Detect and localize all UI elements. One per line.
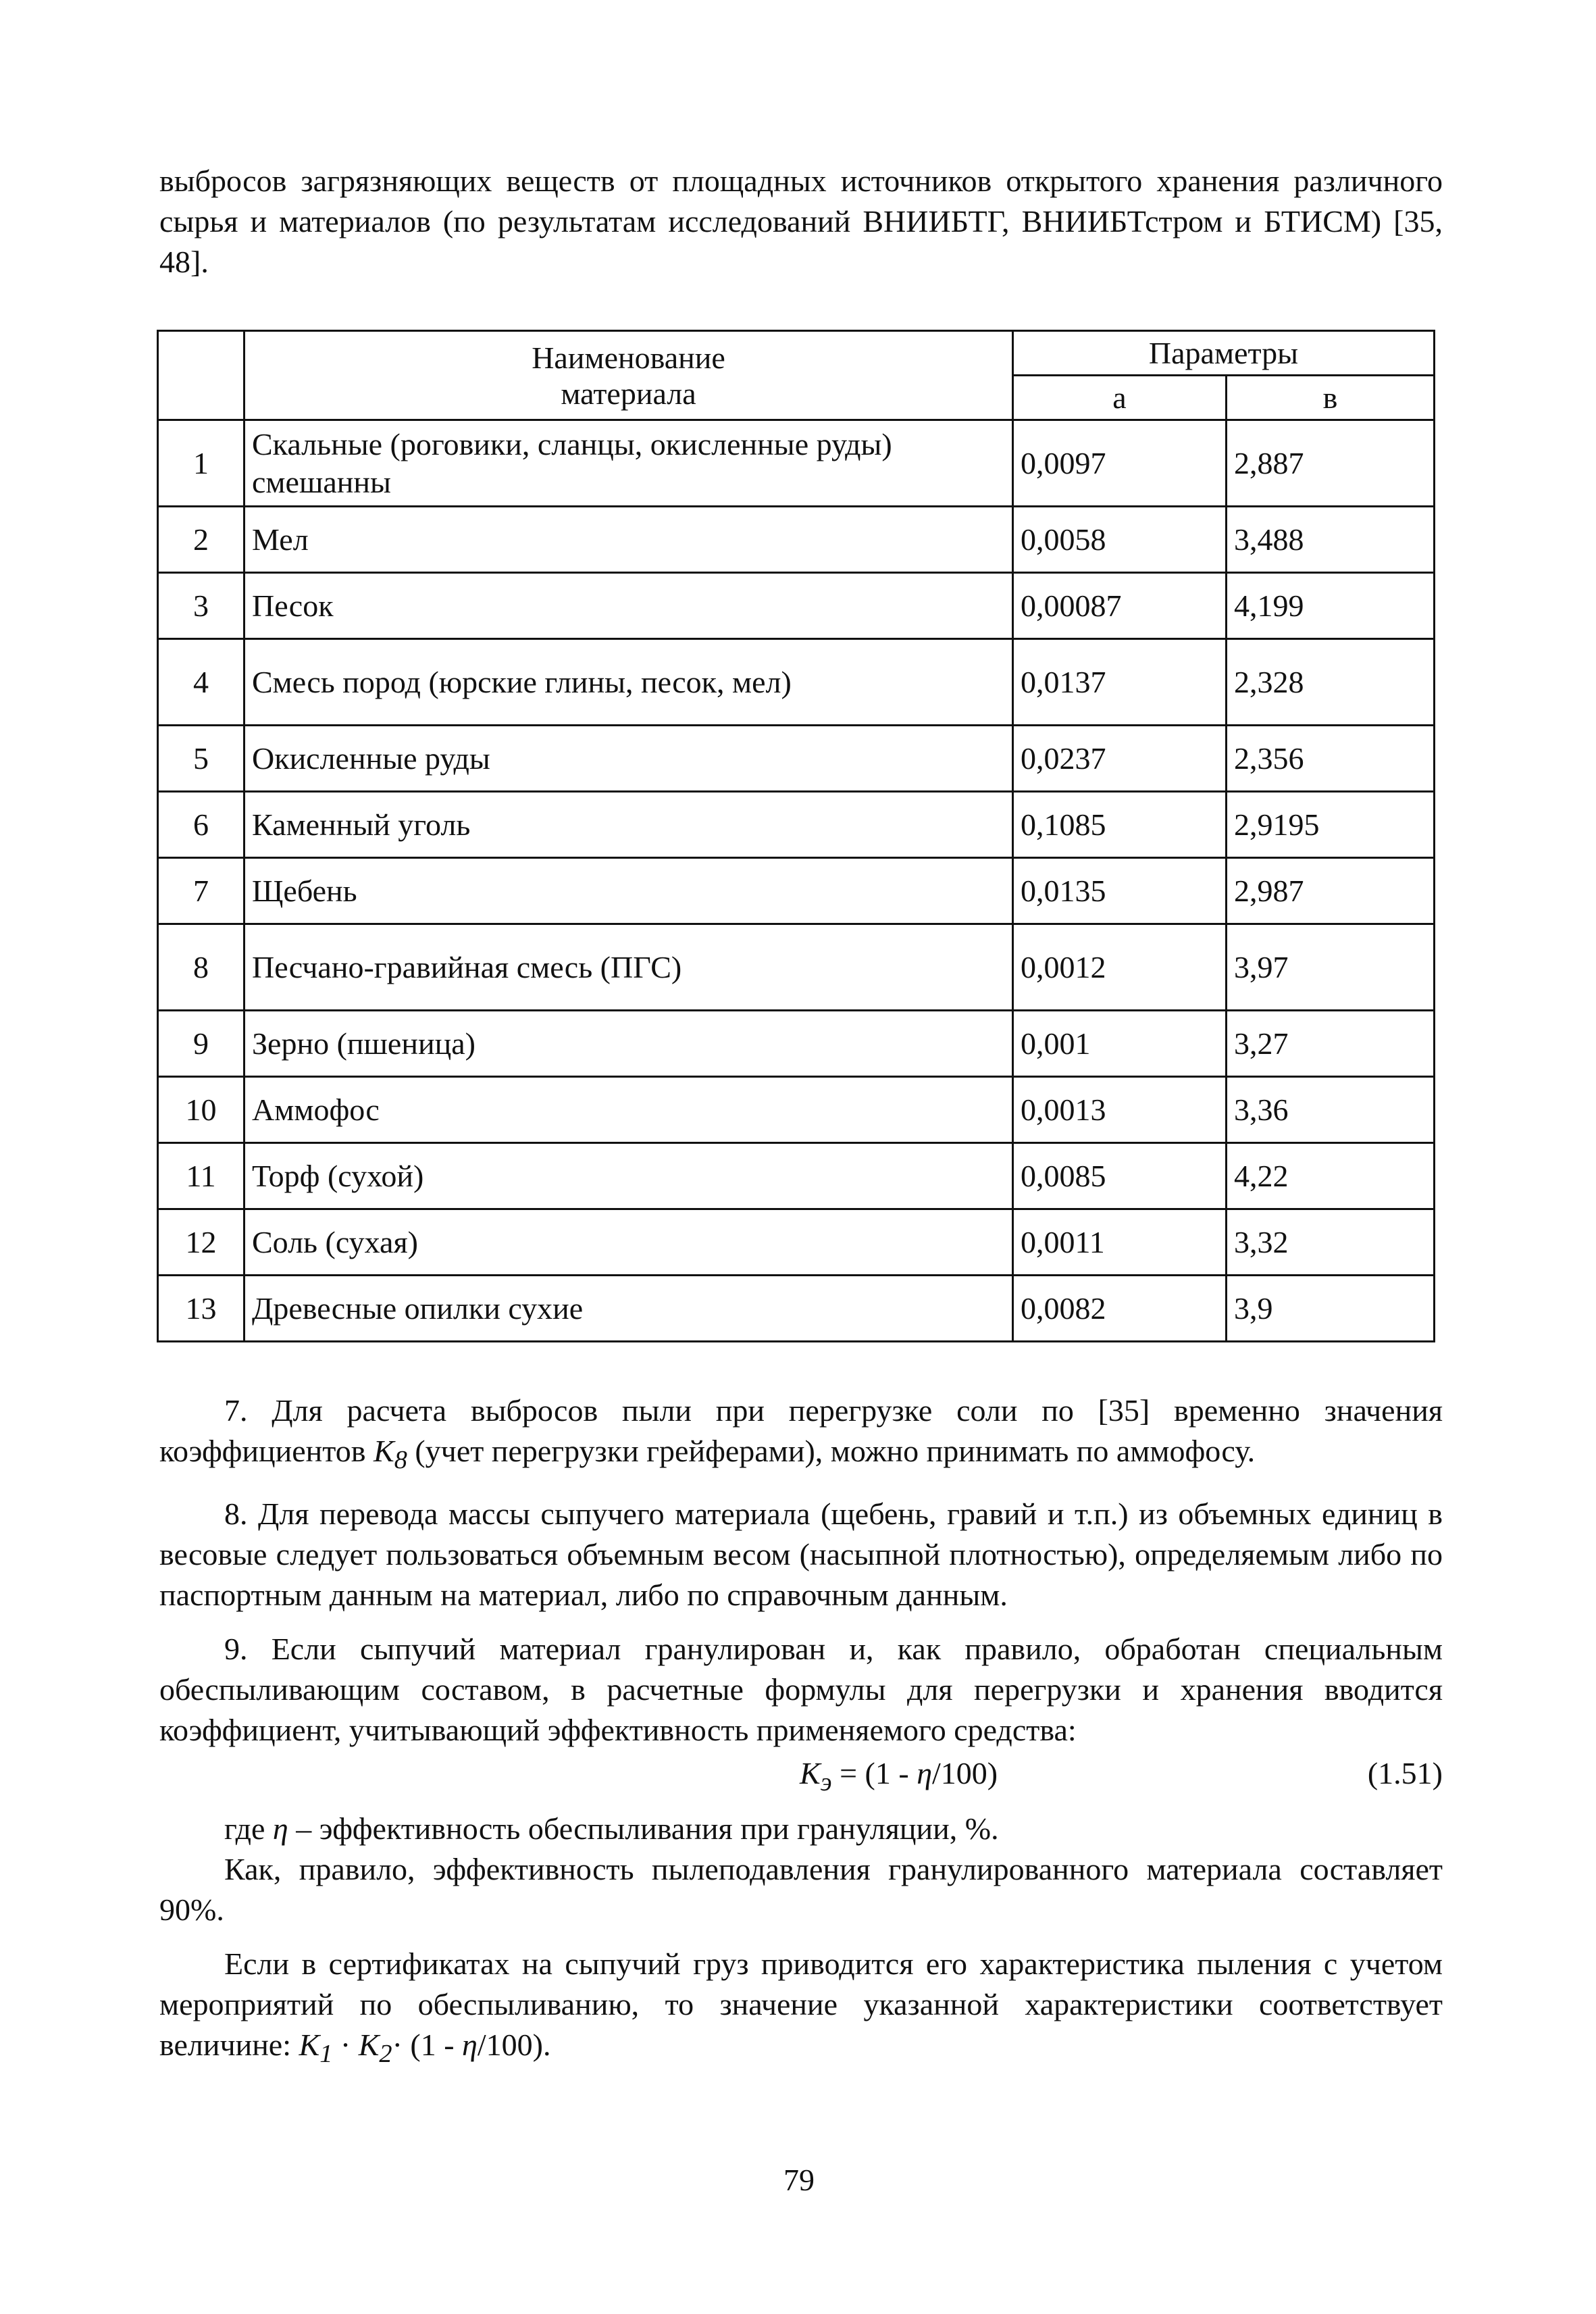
k8-subscript: 8 xyxy=(394,1446,407,1475)
row-param-a: 0,0013 xyxy=(1013,1077,1227,1143)
where-text-start: где xyxy=(224,1811,273,1846)
row-material: Древесные опилки сухие xyxy=(244,1276,1013,1342)
paragraph-7 xyxy=(159,1390,1443,1480)
row-param-a: 0,001 xyxy=(1013,1011,1227,1077)
eta-symbol: η xyxy=(462,2028,478,2063)
header-index-cell xyxy=(158,331,244,420)
row-param-b: 2,328 xyxy=(1227,639,1435,726)
formula-expression xyxy=(800,1753,998,1803)
ke-subscript: э xyxy=(820,1768,832,1797)
header-name-line2: материала xyxy=(561,376,696,411)
certificate-text: Если в сертификатах на сыпучий груз приводится его характеристика пыления с учетом мероприятий по обеспыливанию, то значение указанной характеристики соответствует величине: xyxy=(159,1946,1443,2063)
k2-subscript: 2 xyxy=(379,2040,392,2069)
page-number: 79 xyxy=(783,2163,815,2197)
row-param-a: 0,00087 xyxy=(1013,573,1227,639)
formula-1-51 xyxy=(159,1753,1443,1798)
row-index: 8 xyxy=(158,924,244,1011)
table-row xyxy=(158,858,1435,924)
multiply-dot: · xyxy=(332,2028,359,2063)
row-param-b: 4,22 xyxy=(1227,1143,1435,1209)
row-index: 6 xyxy=(158,792,244,858)
where-clause xyxy=(159,1809,1443,1849)
row-param-b: 2,9195 xyxy=(1227,792,1435,858)
row-index: 9 xyxy=(158,1011,244,1077)
header-params: Параметры xyxy=(1013,331,1435,376)
k1-subscript: 1 xyxy=(319,2040,333,2069)
table-row xyxy=(158,1011,1435,1077)
row-index: 10 xyxy=(158,1077,244,1143)
row-param-b: 3,36 xyxy=(1227,1077,1435,1143)
table-row xyxy=(158,924,1435,1011)
row-index: 5 xyxy=(158,726,244,792)
where-text-end: – эффективность обеспыливания при грануляции, %. xyxy=(288,1811,999,1846)
k2-symbol: K xyxy=(358,2028,380,2063)
row-param-b: 3,27 xyxy=(1227,1011,1435,1077)
materials-table xyxy=(157,330,1435,1342)
row-param-b: 2,887 xyxy=(1227,420,1435,507)
row-index: 7 xyxy=(158,858,244,924)
row-param-a: 0,0237 xyxy=(1013,726,1227,792)
paragraph-7-text-start: 7. Для расчета выбросов пыли при перегрузке соли по [35] временно значения коэффициентов xyxy=(159,1393,1443,1468)
row-param-a: 0,0137 xyxy=(1013,639,1227,726)
table-row xyxy=(158,507,1435,573)
intro-paragraph: выбросов загрязняющих веществ от площадных источников открытого хранения различного сырья и материалов (по результатам исследований ВНИИБТГ, ВНИИБТстром и БТИСМ) [35, 48]. xyxy=(159,164,1443,279)
row-param-a: 0,0097 xyxy=(1013,420,1227,507)
row-index: 1 xyxy=(158,420,244,507)
row-param-a: 0,0011 xyxy=(1013,1209,1227,1276)
row-material: Мел xyxy=(244,507,1013,573)
row-param-a: 0,1085 xyxy=(1013,792,1227,858)
row-param-b: 2,356 xyxy=(1227,726,1435,792)
formula-rhs-start: = (1 - xyxy=(831,1756,917,1791)
table-row xyxy=(158,420,1435,507)
row-material: Зерно (пшеница) xyxy=(244,1011,1013,1077)
table-row xyxy=(158,573,1435,639)
table-row xyxy=(158,726,1435,792)
row-param-b: 2,987 xyxy=(1227,858,1435,924)
row-param-b: 4,199 xyxy=(1227,573,1435,639)
row-material: Соль (сухая) xyxy=(244,1209,1013,1276)
certificate-expression-end: /100). xyxy=(477,2028,551,2063)
row-material: Окисленные руды xyxy=(244,726,1013,792)
paragraph-rule: Как, правило, эффективность пылеподавления гранулированного материала составляет 90%. xyxy=(159,1852,1443,1928)
certificate-expression-start: · (1 - xyxy=(392,2028,463,2063)
row-index: 4 xyxy=(158,639,244,726)
row-param-a: 0,0085 xyxy=(1013,1143,1227,1209)
row-material: Торф (сухой) xyxy=(244,1143,1013,1209)
paragraph-certificate xyxy=(159,1944,1443,2074)
table-row xyxy=(158,1276,1435,1342)
row-param-b: 3,32 xyxy=(1227,1209,1435,1276)
table-row xyxy=(158,639,1435,726)
row-param-a: 0,0135 xyxy=(1013,858,1227,924)
table-row xyxy=(158,1143,1435,1209)
row-index: 12 xyxy=(158,1209,244,1276)
row-param-a: 0,0082 xyxy=(1013,1276,1227,1342)
row-param-b: 3,488 xyxy=(1227,507,1435,573)
header-name-line1: Наименование xyxy=(532,340,725,375)
paragraph-8: 8. Для перевода массы сыпучего материала (щебень, гравий и т.п.) из объемных единиц в весовые следует пользоваться объемным весом (насыпной плотностью), определяемым либо по паспортным данным на материал, либо по справочным данным. xyxy=(159,1496,1443,1613)
header-b: в xyxy=(1227,376,1435,420)
row-material: Щебень xyxy=(244,858,1013,924)
formula-rhs-end: /100) xyxy=(932,1756,998,1791)
k8-symbol: K xyxy=(374,1434,394,1468)
table-row xyxy=(158,1209,1435,1276)
row-material: Аммофос xyxy=(244,1077,1013,1143)
formula-number: (1.51) xyxy=(1367,1756,1443,1791)
table-row xyxy=(158,1077,1435,1143)
row-material: Песок xyxy=(244,573,1013,639)
ke-symbol: K xyxy=(800,1756,821,1791)
row-param-b: 3,9 xyxy=(1227,1276,1435,1342)
row-index: 3 xyxy=(158,573,244,639)
row-param-b: 3,97 xyxy=(1227,924,1435,1011)
eta-symbol: η xyxy=(272,1811,288,1846)
body-text xyxy=(159,1390,1443,2088)
k1-symbol: K xyxy=(299,2028,320,2063)
eta-symbol: η xyxy=(917,1756,933,1791)
row-index: 2 xyxy=(158,507,244,573)
header-name-cell xyxy=(244,331,1013,420)
row-material: Скальные (роговики, сланцы, окисленные руды) смешанны xyxy=(244,420,1013,507)
row-material: Каменный уголь xyxy=(244,792,1013,858)
header-a: а xyxy=(1013,376,1227,420)
row-index: 11 xyxy=(158,1143,244,1209)
table-row xyxy=(158,792,1435,858)
row-param-a: 0,0012 xyxy=(1013,924,1227,1011)
paragraph-7-text-end: (учет перегрузки грейферами), можно принимать по аммофосу. xyxy=(407,1434,1256,1468)
row-index: 13 xyxy=(158,1276,244,1342)
row-material: Песчано-гравийная смесь (ПГС) xyxy=(244,924,1013,1011)
row-param-a: 0,0058 xyxy=(1013,507,1227,573)
paragraph-9: 9. Если сыпучий материал гранулирован и, как правило, обработан специальным обеспыливающим составом, в расчетные формулы для перегрузки и хранения вводится коэффициент, учитывающий эффективность применяемого средства: xyxy=(159,1632,1443,1748)
row-material: Смесь пород (юрские глины, песок, мел) xyxy=(244,639,1013,726)
